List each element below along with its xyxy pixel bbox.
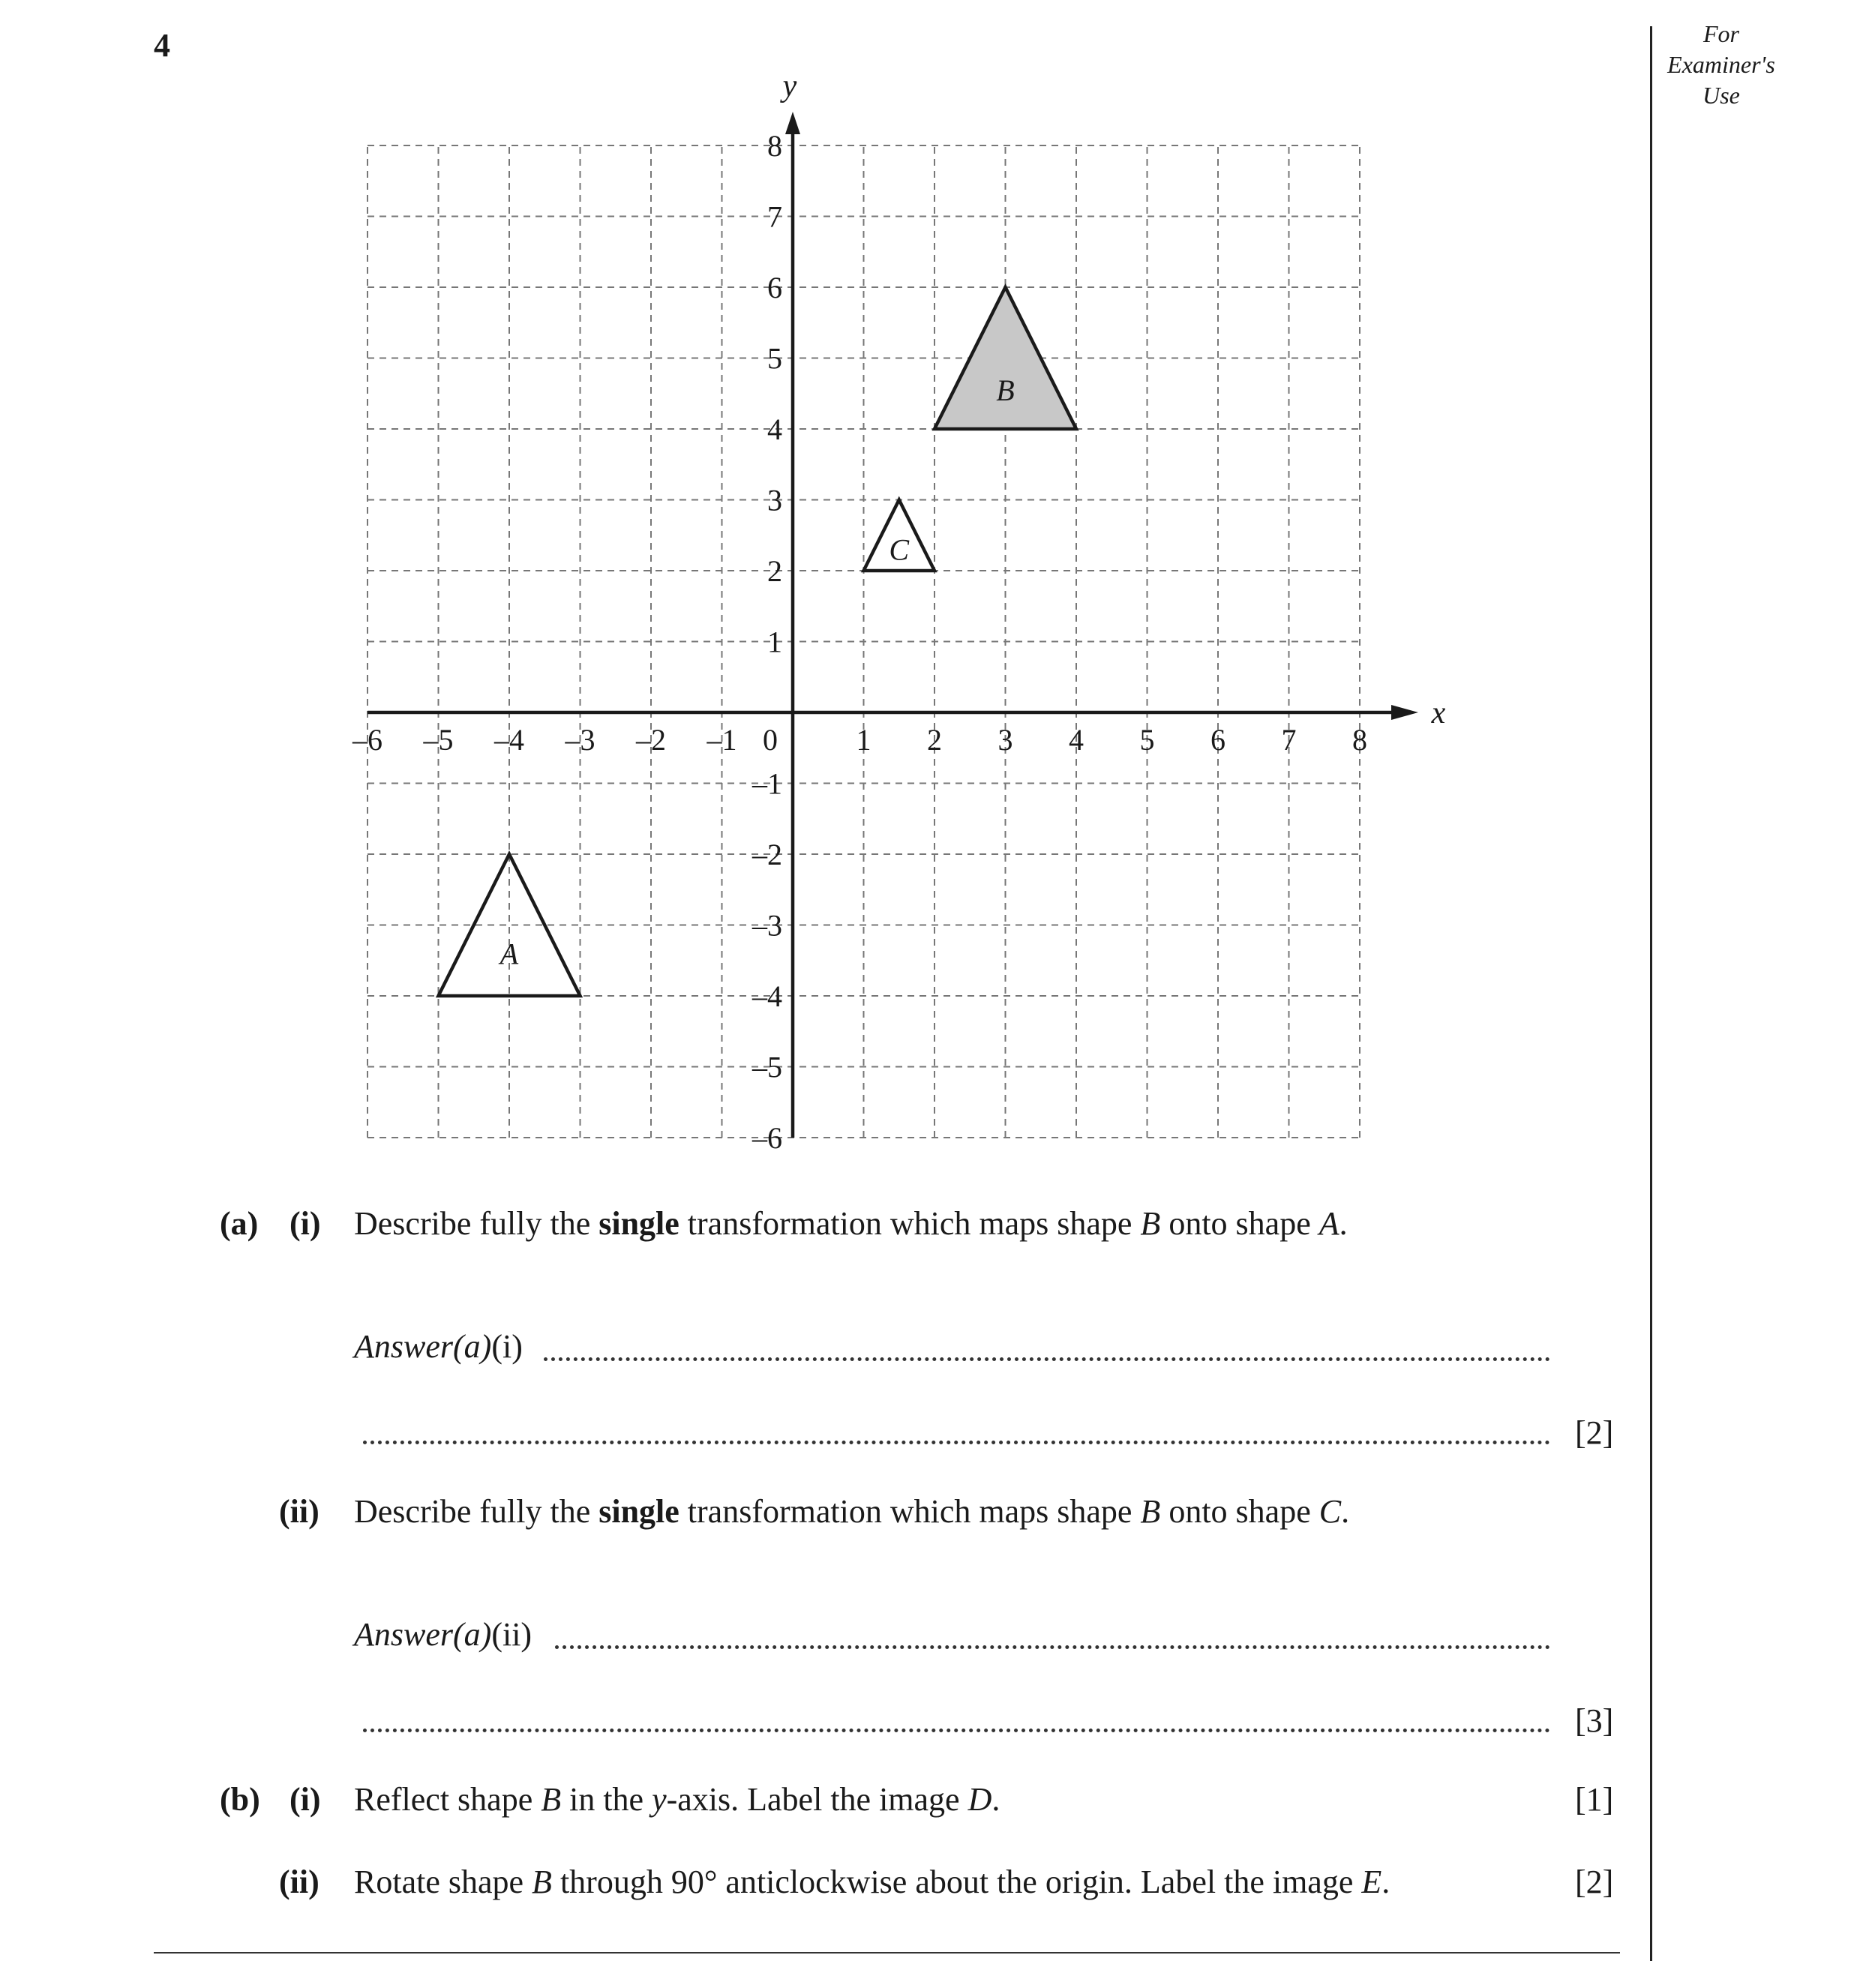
question-b-ii-text: Rotate shape B through 90° anticlockwise about the origin. Label the image E. [354, 1864, 1390, 1900]
answer-a-ii-line-1[interactable] [555, 1645, 1550, 1649]
x-tick-label: 0 [763, 723, 778, 757]
shape-b-label: B [996, 373, 1015, 408]
question-a-i-label: (i) [290, 1205, 321, 1242]
answer-a-i-line-2[interactable] [363, 1441, 1550, 1444]
x-tick-label: –5 [423, 723, 454, 757]
question-a-ii-text: Describe fully the single transformation which maps shape B onto shape C. [354, 1493, 1350, 1530]
marks-a-ii: [3] [1575, 1702, 1614, 1739]
y-tick-label: 3 [767, 483, 782, 517]
x-axis-label: x [1431, 696, 1446, 730]
x-tick-label: –6 [352, 723, 382, 757]
answer-a-i-label: Answer(a)(i) [354, 1328, 523, 1365]
x-tick-label: –3 [565, 723, 596, 757]
shape-c-label: C [889, 532, 910, 567]
page-number: 4 [154, 27, 170, 64]
question-b-ii-label: (ii) [279, 1864, 320, 1900]
y-axis-label: y [782, 69, 797, 103]
y-tick-label: –5 [752, 1050, 782, 1084]
x-tick-label: 6 [1210, 723, 1226, 757]
examiner-line-2: Examiner's [1667, 51, 1775, 78]
examiner-line-1: For [1703, 20, 1739, 47]
answer-a-ii-label: Answer(a)(ii) [354, 1616, 532, 1653]
x-tick-label: 7 [1281, 723, 1297, 757]
question-a-i-text: Describe fully the single transformation which maps shape B onto shape A. [354, 1205, 1348, 1242]
y-tick-label: 2 [767, 554, 782, 588]
y-tick-label: 6 [767, 271, 782, 304]
examiner-line-3: Use [1702, 82, 1740, 109]
x-tick-label: 8 [1352, 723, 1367, 757]
question-a-label: (a) [220, 1205, 259, 1242]
x-tick-label: 1 [856, 723, 872, 757]
y-tick-label: –4 [752, 979, 782, 1013]
y-tick-label: 7 [767, 199, 782, 234]
marks-a-i: [2] [1575, 1414, 1614, 1451]
answer-a-i-line-1[interactable] [544, 1357, 1550, 1361]
bottom-rule [154, 1952, 1620, 1954]
x-tick-label: 5 [1139, 723, 1155, 757]
y-tick-label: –2 [752, 838, 782, 871]
y-tick-label: 4 [767, 412, 782, 446]
marks-b-ii: [2] [1575, 1864, 1614, 1900]
question-b-label: (b) [220, 1781, 260, 1818]
x-tick-label: 2 [927, 723, 942, 757]
x-tick-label: 3 [998, 723, 1013, 757]
x-tick-label: 4 [1069, 723, 1084, 757]
x-tick-label: –2 [636, 723, 666, 757]
y-tick-label: 1 [767, 625, 782, 659]
marks-b-i: [1] [1575, 1781, 1614, 1818]
question-a-ii-label: (ii) [279, 1493, 320, 1530]
shape-a-label: A [500, 937, 519, 971]
y-tick-label: 8 [767, 129, 782, 163]
y-tick-label: –1 [752, 766, 782, 801]
x-axis-arrow [1391, 705, 1418, 720]
y-tick-label: –6 [752, 1121, 782, 1155]
answer-a-ii-line-2[interactable] [363, 1729, 1550, 1732]
y-tick-label: 5 [767, 341, 782, 376]
question-b-i-text: Reflect shape B in the y-axis. Label the image D. [354, 1781, 1000, 1818]
y-tick-label: –3 [752, 908, 782, 943]
shape-a [439, 854, 580, 996]
y-axis-arrow [785, 112, 800, 134]
x-tick-label: –4 [494, 723, 524, 757]
question-b-i-label: (i) [290, 1781, 321, 1818]
x-tick-label: –1 [706, 723, 737, 757]
